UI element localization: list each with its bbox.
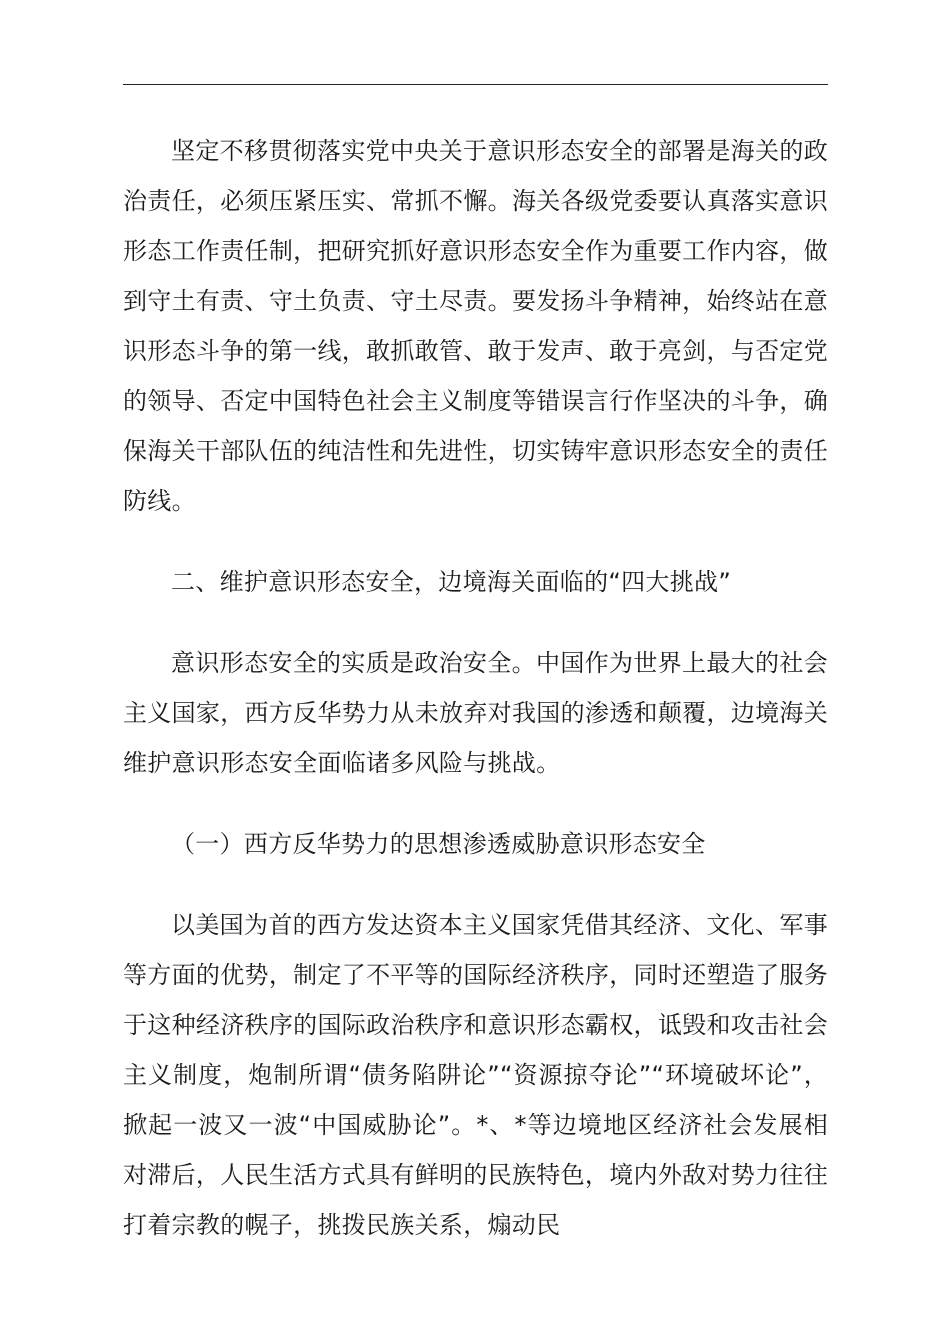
paragraph-western-hegemony: 以美国为首的西方发达资本主义国家凭借其经济、文化、军事等方面的优势，制定了不平等的国际经济秩序，同时还塑造了服务于这种经济秩序的国际政治秩序和意识形态霸权，诋毁和攻击社会主义制度，炮制所谓“债务陷阱论”“资源掠夺论”“环境破坏论”，掀起一波又一波“中国威胁论”。*、*等边境地区经济社会发展相对滞后，人民生活方式具有鲜明的民族特色，境内外敌对势力往往打着宗教的幌子，挑拨民族关系，煽动民 (123, 911, 828, 1239)
paragraph-responsibility: 坚定不移贯彻落实党中央关于意识形态安全的部署是海关的政治责任，必须压紧压实、常抓不懈。海关各级党委要认真落实意识形态工作责任制，把研究抓好意识形态安全作为重要工作内容，做到守土有责、守土负责、守土尽责。要发扬斗争精神，始终站在意识形态斗争的第一线，敢抓敢管、敢于发声、敢于亮剑，与否定党的领导、否定中国特色社会主义制度等错误言行作坚决的斗争，确保海关干部队伍的纯洁性和先进性，切实铸牢意识形态安全的责任防线。 (123, 137, 828, 515)
header-rule (123, 84, 828, 85)
paragraph-political-security: 意识形态安全的实质是政治安全。中国作为世界上最大的社会主义国家，西方反华势力从未放弃对我国的渗透和颠覆，边境海关维护意识形态安全面临诸多风险与挑战。 (123, 649, 828, 777)
section-heading-challenges: 二、维护意识形态安全，边境海关面临的“四大挑战” (171, 568, 732, 596)
subheading-western-infiltration: （一）西方反华势力的思想渗透威胁意识形态安全 (171, 830, 706, 858)
document-body (123, 126, 828, 1250)
